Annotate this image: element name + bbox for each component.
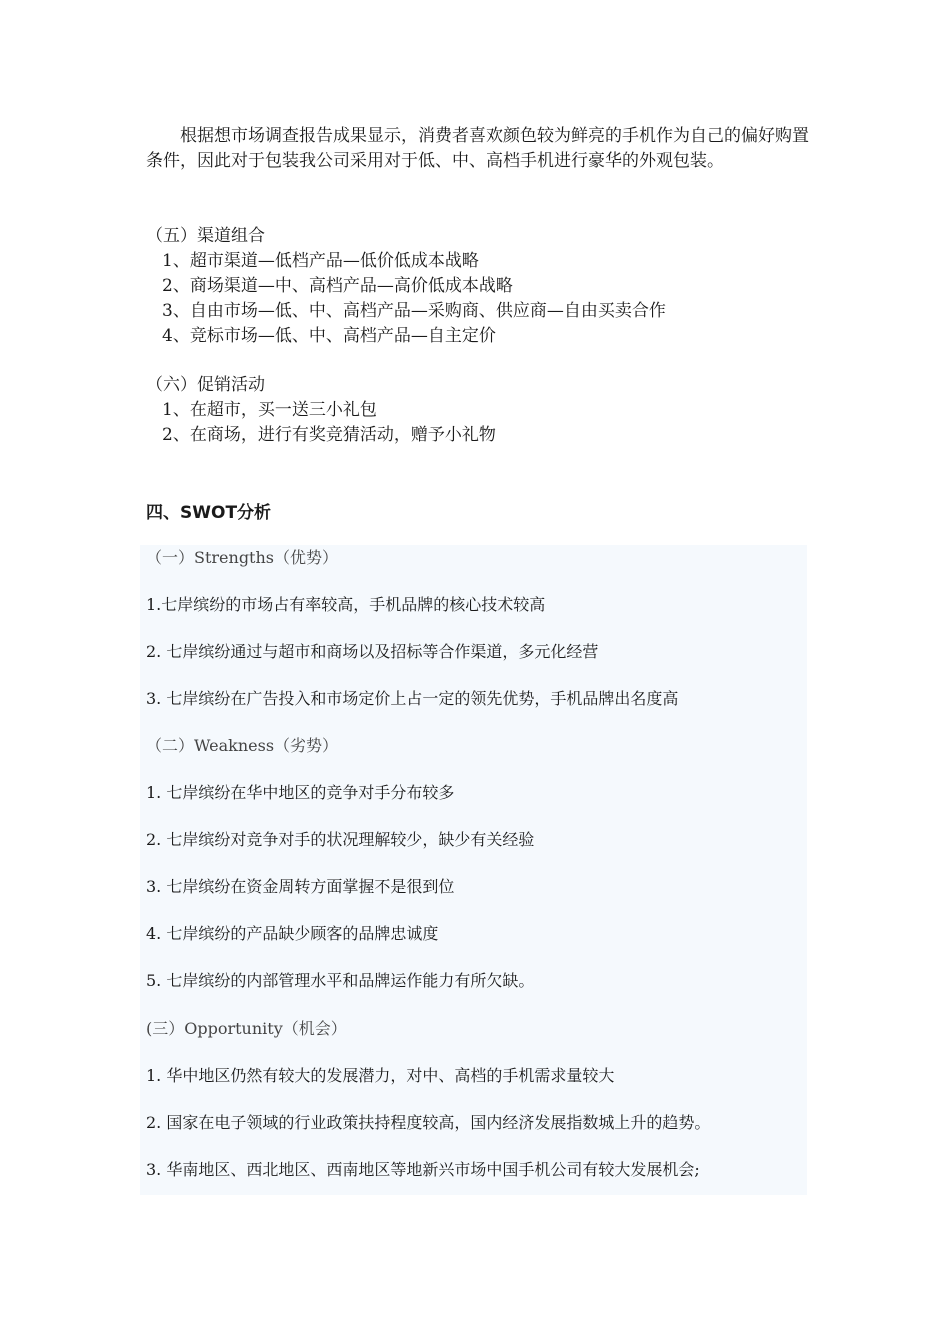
channel-title: （五）渠道组合: [146, 226, 265, 246]
weakness-item: 3. 七岸缤纷在资金周转方面掌握不是很到位: [146, 877, 455, 896]
intro-paragraph: 根据想市场调查报告成果显示，消费者喜欢颜色较为鲜亮的手机作为自己的偏好购置条件，因此对于包装我公司采用对于低、中、高档手机进行豪华的外观包装。: [146, 126, 809, 171]
strength-item: 3. 七岸缤纷在广告投入和市场定价上占一定的领先优势，手机品牌出名度高: [146, 689, 679, 708]
strengths-title: （一）Strengths（优势）: [146, 548, 339, 567]
weakness-title: （二）Weakness（劣势）: [146, 736, 339, 755]
weakness-item: 1. 七岸缤纷在华中地区的竞争对手分布较多: [146, 783, 455, 802]
weakness-item: 2. 七岸缤纷对竞争对手的状况理解较少，缺少有关经验: [146, 830, 535, 849]
opportunity-title: (三）Opportunity（机会）: [146, 1019, 347, 1038]
channel-item: 2、商场渠道—中、高档产品—高价低成本战略: [162, 276, 513, 296]
channel-item: 3、自由市场—低、中、高档产品—采购商、供应商—自由买卖合作: [162, 301, 666, 321]
opportunity-item: 1. 华中地区仍然有较大的发展潜力，对中、高档的手机需求量较大: [146, 1066, 615, 1085]
channel-item: 1、超市渠道—低档产品—低价低成本战略: [162, 251, 479, 271]
strength-item: 2. 七岸缤纷通过与超市和商场以及招标等合作渠道，多元化经营: [146, 642, 599, 661]
weakness-item: 4. 七岸缤纷的产品缺少顾客的品牌忠诚度: [146, 924, 439, 943]
channel-item: 4、竞标市场—低、中、高档产品—自主定价: [162, 326, 496, 346]
opportunity-item: 2. 国家在电子领域的行业政策扶持程度较高，国内经济发展指数城上升的趋势。: [146, 1113, 711, 1132]
opportunity-item: 3. 华南地区、西北地区、西南地区等地新兴市场中国手机公司有较大发展机会;: [146, 1160, 700, 1179]
strength-item: 1.七岸缤纷的市场占有率较高，手机品牌的核心技术较高: [146, 595, 546, 614]
promotion-item: 2、在商场，进行有奖竞猜活动，赠予小礼物: [162, 425, 496, 445]
promotion-item: 1、在超市，买一送三小礼包: [162, 400, 377, 420]
swot-heading: 四、SWOT分析: [146, 503, 272, 523]
weakness-item: 5. 七岸缤纷的内部管理水平和品牌运作能力有所欠缺。: [146, 971, 535, 990]
promotion-title: （六）促销活动: [146, 375, 265, 395]
